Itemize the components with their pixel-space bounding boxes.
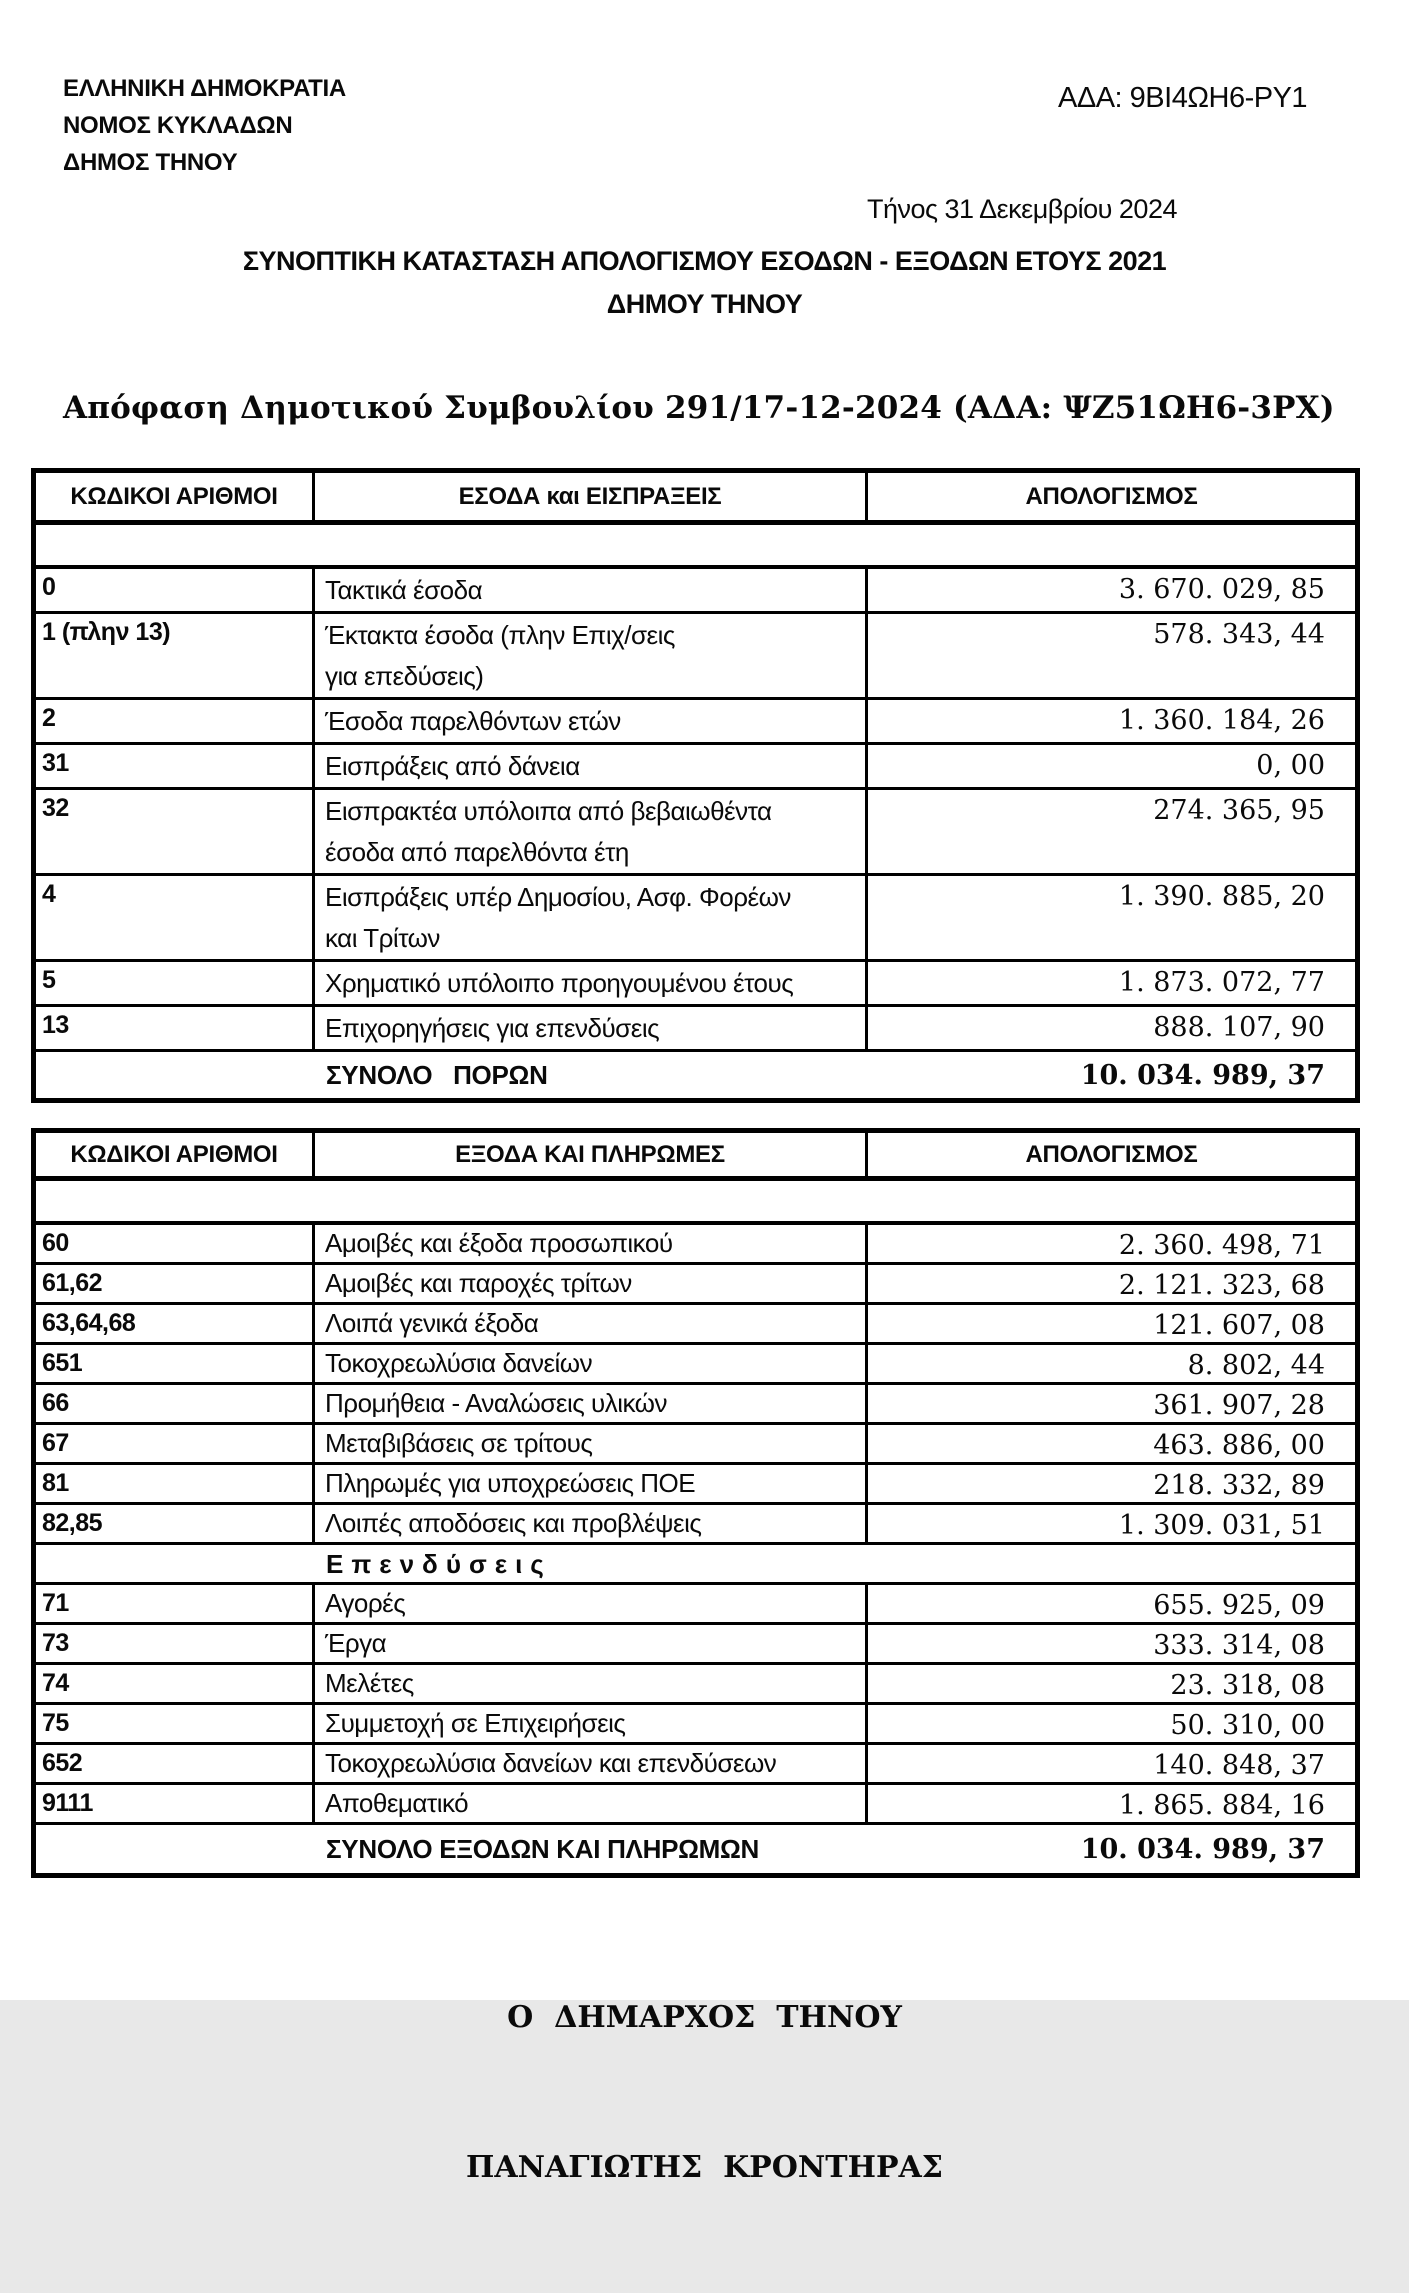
table-row xyxy=(36,1585,1355,1625)
amount-cell: 1. 309. 031, 51 xyxy=(865,1505,1355,1542)
income-total-label: ΣΥΝΟΛΟ ΠΟΡΩΝ xyxy=(326,1059,548,1090)
header-cell-expenses: ΕΞΟΔΑ ΚΑΙ ΠΛΗΡΩΜΕΣ xyxy=(312,1133,865,1176)
expense-table-header xyxy=(36,1133,1355,1181)
table-row xyxy=(36,1785,1355,1825)
description-cell: Αμοιβές και παροχές τρίτων xyxy=(312,1265,865,1302)
amount-cell: 0, 00 xyxy=(865,745,1355,787)
description-cell: Έργα xyxy=(312,1625,865,1662)
amount-cell: 121. 607, 08 xyxy=(865,1305,1355,1342)
signature-block xyxy=(0,1893,1409,2293)
income-total-row xyxy=(36,1052,1355,1098)
table-row xyxy=(36,962,1355,1007)
header-cell-codes: ΚΩΔΙΚΟΙ ΑΡΙΘΜΟΙ xyxy=(70,1140,278,1168)
header-cell-income: ΕΣΟΔΑ και ΕΙΣΠΡΑΞΕΙΣ xyxy=(312,473,865,520)
table-row xyxy=(36,700,1355,745)
description-line: Έσοδα παρελθόντων ετών xyxy=(325,706,621,736)
document-title xyxy=(0,240,1409,326)
header-cell-account: ΑΠΟΛΟΓΙΣΜΟΣ xyxy=(865,1133,1355,1176)
amount-cell: 655. 925, 09 xyxy=(865,1585,1355,1622)
description-line: Έκτακτα έσοδα (πλην Επιχ/σεις xyxy=(325,620,675,650)
expense-total-row xyxy=(36,1825,1355,1873)
agency-line-republic: ΕΛΛΗΝΙΚΗ ΔΗΜΟΚΡΑΤΙΑ xyxy=(63,75,346,102)
code-cell: 4 xyxy=(42,880,56,908)
amount-cell: 463. 886, 00 xyxy=(865,1425,1355,1462)
amount-cell: 1. 873. 072, 77 xyxy=(865,962,1355,1004)
description-line: Τακτικά έσοδα xyxy=(325,575,483,605)
amount-cell: 2. 360. 498, 71 xyxy=(865,1225,1355,1262)
amount-cell: 333. 314, 08 xyxy=(865,1625,1355,1662)
investments-section-row: Επενδύσεις xyxy=(36,1545,1355,1585)
code-cell: 13 xyxy=(42,1011,69,1039)
table-row xyxy=(36,1745,1355,1785)
description-cell: Προμήθεια - Αναλώσεις υλικών xyxy=(312,1385,865,1422)
title-line-2: ΔΗΜΟΥ ΤΗΝΟΥ xyxy=(606,289,803,319)
document-subtitle: Απόφαση Δημοτικού Συμβουλίου 291/17-12-2024 (ΑΔΑ: ΨΖ51ΩΗ6-3ΡΧ) xyxy=(63,390,1335,426)
agency-line-prefecture: ΝΟΜΟΣ ΚΥΚΛΑΔΩΝ xyxy=(63,112,293,139)
description-cell: Αποθεματικό xyxy=(312,1785,865,1822)
amount-cell: 140. 848, 37 xyxy=(865,1745,1355,1782)
code-cell: 652 xyxy=(42,1749,83,1777)
agency-line-municipality: ΔΗΜΟΣ ΤΗΝΟΥ xyxy=(63,149,238,176)
investments-rows xyxy=(36,1585,1355,1825)
income-table-header xyxy=(36,473,1355,525)
amount-cell: 361. 907, 28 xyxy=(865,1385,1355,1422)
code-cell: 0 xyxy=(42,573,56,601)
description-cell: Πληρωμές για υποχρεώσεις ΠΟΕ xyxy=(312,1465,865,1502)
income-table xyxy=(31,468,1360,1103)
code-cell: 2 xyxy=(42,704,56,732)
table-row xyxy=(36,569,1355,614)
amount-cell: 50. 310, 00 xyxy=(865,1705,1355,1742)
table-row xyxy=(36,1625,1355,1665)
description-cell xyxy=(312,569,865,611)
table-row xyxy=(36,745,1355,790)
description-line: Εισπράξεις υπέρ Δημοσίου, Ασφ. Φορέων xyxy=(325,882,791,912)
description-cell: Μελέτες xyxy=(312,1665,865,1702)
code-cell: 73 xyxy=(42,1629,69,1657)
description-cell xyxy=(312,962,865,1004)
amount-cell: 1. 865. 884, 16 xyxy=(865,1785,1355,1822)
code-cell: 75 xyxy=(42,1709,69,1737)
description-cell: Αμοιβές και έξοδα προσωπικού xyxy=(312,1225,865,1262)
code-cell: 71 xyxy=(42,1589,69,1617)
header-cell-codes: ΚΩΔΙΚΟΙ ΑΡΙΘΜΟΙ xyxy=(70,482,278,510)
spacer-row xyxy=(36,1181,1355,1225)
code-cell: 82,85 xyxy=(42,1509,103,1537)
mayor-title: Ο ΔΗΜΑΡΧΟΣ ΤΗΝΟΥ xyxy=(507,2000,902,2035)
description-cell xyxy=(312,1007,865,1049)
amount-cell: 274. 365, 95 xyxy=(865,790,1355,873)
header-cell-account: ΑΠΟΛΟΓΙΣΜΟΣ xyxy=(865,473,1355,520)
spacer-row xyxy=(36,525,1355,569)
expense-table xyxy=(31,1128,1360,1878)
table-row xyxy=(36,1505,1355,1545)
code-cell: 5 xyxy=(42,966,56,994)
description-cell: Λοιπές αποδόσεις και προβλέψεις xyxy=(312,1505,865,1542)
agency-block xyxy=(63,70,346,181)
date-line: Τήνος 31 Δεκεμβρίου 2024 xyxy=(867,194,1177,224)
code-cell: 60 xyxy=(42,1229,69,1257)
amount-cell: 23. 318, 08 xyxy=(865,1665,1355,1702)
table-row xyxy=(36,1007,1355,1052)
amount-cell: 3. 670. 029, 85 xyxy=(865,569,1355,611)
expense-total-amount: 10. 034. 989, 37 xyxy=(1080,1833,1325,1865)
code-cell: 31 xyxy=(42,749,69,777)
table-row xyxy=(36,1665,1355,1705)
description-cell xyxy=(312,876,865,959)
description-cell: Τοκοχρεωλύσια δανείων xyxy=(312,1345,865,1382)
amount-cell: 1. 360. 184, 26 xyxy=(865,700,1355,742)
table-row xyxy=(36,1385,1355,1425)
description-line: για επεδύσεις) xyxy=(325,661,484,691)
table-row xyxy=(36,1465,1355,1505)
amount-cell: 578. 343, 44 xyxy=(865,614,1355,697)
table-row xyxy=(36,1225,1355,1265)
table-row xyxy=(36,1705,1355,1745)
expense-total-label: ΣΥΝΟΛΟ ΕΞΟΔΩΝ ΚΑΙ ΠΛΗΡΩΜΩΝ xyxy=(326,1833,760,1864)
description-cell: Τοκοχρεωλύσια δανείων και επενδύσεων xyxy=(312,1745,865,1782)
description-cell: Μεταβιβάσεις σε τρίτους xyxy=(312,1425,865,1462)
description-cell xyxy=(312,745,865,787)
code-cell: 74 xyxy=(42,1669,69,1697)
description-cell: Συμμετοχή σε Επιχειρήσεις xyxy=(312,1705,865,1742)
income-table-rows xyxy=(36,569,1355,1052)
table-row xyxy=(36,876,1355,962)
ada-number: ΑΔΑ: 9ΒΙ4ΩΗ6-ΡΥ1 xyxy=(1058,82,1308,114)
table-row xyxy=(36,1265,1355,1305)
table-row xyxy=(36,1345,1355,1385)
description-cell xyxy=(312,614,865,697)
description-line: έσοδα από παρελθόντα έτη xyxy=(325,837,629,867)
description-line: και Τρίτων xyxy=(325,923,440,953)
description-cell xyxy=(312,790,865,873)
description-line: Επιχορηγήσεις για επενδύσεις xyxy=(325,1013,660,1043)
description-cell xyxy=(312,700,865,742)
description-line: Χρηματικό υπόλοιπο προηγουμένου έτους xyxy=(325,968,794,998)
table-row xyxy=(36,1425,1355,1465)
table-row xyxy=(36,790,1355,876)
code-cell: 61,62 xyxy=(42,1269,103,1297)
mayor-name: ΠΑΝΑΓΙΩΤΗΣ ΚΡΟΝΤΗΡΑΣ xyxy=(465,2150,943,2185)
description-cell: Λοιπά γενικά έξοδα xyxy=(312,1305,865,1342)
code-cell: 63,64,68 xyxy=(42,1309,136,1337)
description-line: Εισπρακτέα υπόλοιπα από βεβαιωθέντα xyxy=(325,796,772,826)
amount-cell: 218. 332, 89 xyxy=(865,1465,1355,1502)
income-total-amount: 10. 034. 989, 37 xyxy=(1080,1059,1325,1091)
amount-cell: 8. 802, 44 xyxy=(865,1345,1355,1382)
code-cell: 81 xyxy=(42,1469,69,1497)
title-line-1: ΣΥΝΟΠΤΙΚΗ ΚΑΤΑΣΤΑΣΗ ΑΠΟΛΟΓΙΣΜΟΥ ΕΣΟΔΩΝ - ΕΞΟΔΩΝ ΕΤΟΥΣ 2021 xyxy=(242,246,1167,276)
expense-table-rows xyxy=(36,1225,1355,1545)
amount-cell: 888. 107, 90 xyxy=(865,1007,1355,1049)
code-cell: 1 (πλην 13) xyxy=(42,618,171,646)
description-line: Εισπράξεις από δάνεια xyxy=(325,751,580,781)
amount-cell: 2. 121. 323, 68 xyxy=(865,1265,1355,1302)
code-cell: 9111 xyxy=(42,1789,93,1817)
code-cell: 67 xyxy=(42,1429,69,1457)
code-cell: 32 xyxy=(42,794,69,822)
description-cell: Αγορές xyxy=(312,1585,865,1622)
code-cell: 651 xyxy=(42,1349,83,1377)
code-cell: 66 xyxy=(42,1389,69,1417)
amount-cell: 1. 390. 885, 20 xyxy=(865,876,1355,959)
table-row xyxy=(36,614,1355,700)
table-row xyxy=(36,1305,1355,1345)
